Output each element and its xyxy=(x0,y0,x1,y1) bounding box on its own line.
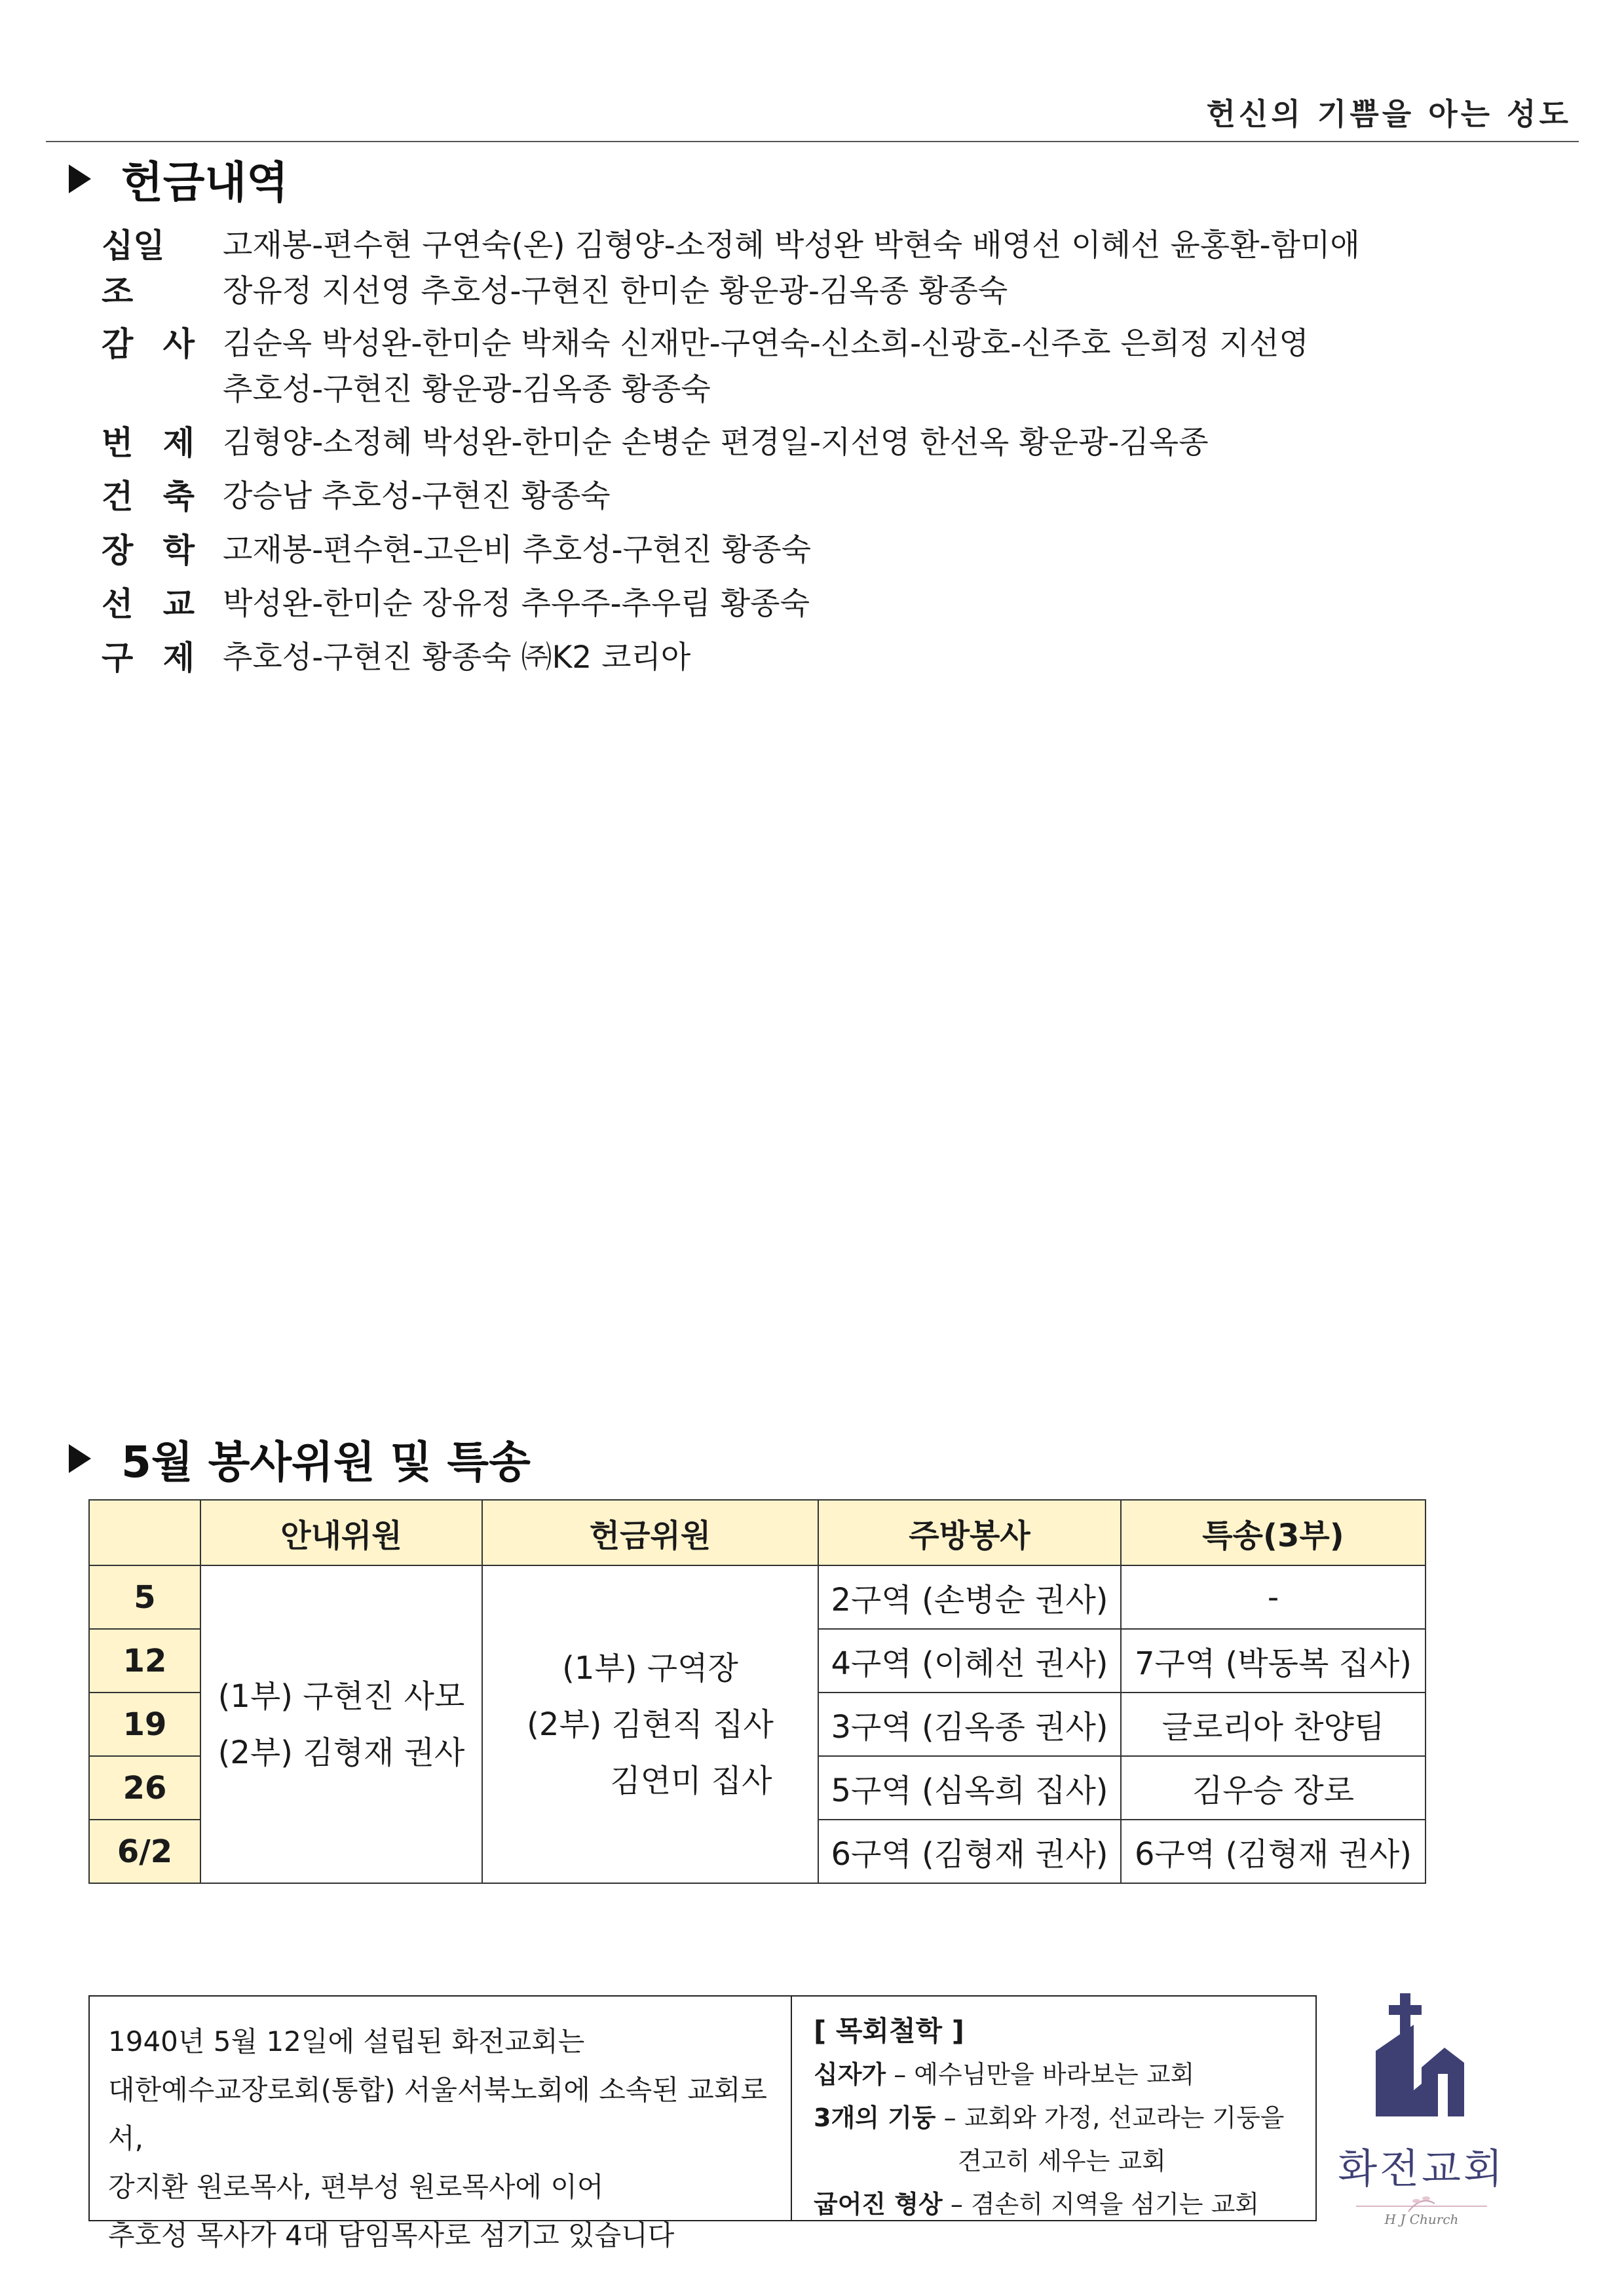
offering-line: 추호성-구현진 황종숙 ㈜K2 코리아 xyxy=(223,640,691,676)
offering-label-text: 교 xyxy=(162,585,195,623)
offering-committee-cell xyxy=(482,1565,818,1883)
offerings-title-text: 헌금내역 xyxy=(121,157,289,208)
philosophy-desc: – 예수님만을 바라보는 교회 xyxy=(894,2060,1195,2089)
offering-label xyxy=(102,635,195,681)
church-logo xyxy=(1330,1985,1513,2241)
special-cell: 글로리아 찬양팀 xyxy=(1121,1693,1426,1756)
service-title-text: 5월 봉사위원 및 특송 xyxy=(121,1437,531,1487)
offering-label-text: 제 xyxy=(162,639,195,677)
offering-committee-line: (2부) 김현직 집사 xyxy=(527,1706,774,1743)
philosophy-term: 굽어진 형상 xyxy=(814,2190,943,2219)
philosophy-desc: – 교회와 가정, 선교라는 기둥을 xyxy=(943,2103,1285,2132)
date-cell: 26 xyxy=(89,1756,200,1820)
church-history xyxy=(108,2018,783,2260)
philosophy-title: [ 목회철학 ] xyxy=(814,2015,964,2047)
philosophy-item xyxy=(814,2139,1298,2183)
offering-label xyxy=(102,223,195,315)
philosophy-item xyxy=(814,2096,1298,2139)
header-cell-kitchen: 주방봉사 xyxy=(818,1500,1121,1565)
history-line: 대한예수교장로회(통합) 서울서북노회에 소속된 교회로서, xyxy=(108,2074,767,2154)
kitchen-cell: 2구역 (손병순 권사) xyxy=(818,1565,1121,1629)
philosophy-term: 십자가 xyxy=(814,2060,886,2089)
offering-label-text: 제 xyxy=(162,424,195,462)
usher-line: (2부) 김형재 권사 xyxy=(217,1734,465,1771)
special-cell: 7구역 (박동복 집사) xyxy=(1121,1629,1426,1693)
offering-label xyxy=(102,420,195,466)
date-cell: 12 xyxy=(89,1629,200,1693)
offering-committee-line: (1부) 구역장 xyxy=(562,1649,738,1687)
offering-line: 김형양-소정혜 박성완-한미순 손병순 편경일-지선영 한선옥 황운광-김옥종 xyxy=(223,425,1209,461)
offering-names xyxy=(223,581,1402,627)
offering-label-text: 번 xyxy=(102,424,134,462)
header-cell-offering: 헌금위원 xyxy=(482,1500,818,1565)
offering-names xyxy=(223,527,1402,573)
offering-line: 고재봉-편수현-고은비 추호성-구현진 황종숙 xyxy=(223,532,811,568)
offering-committee-line: 김연미 집사 xyxy=(610,1762,772,1799)
philosophy-item xyxy=(814,2053,1298,2096)
service-title xyxy=(69,1427,531,1489)
offering-label xyxy=(102,527,195,573)
philosophy-desc: 견고히 세우는 교회 xyxy=(958,2147,1166,2175)
offering-label-text: 사 xyxy=(162,325,195,363)
header-cell-usher: 안내위원 xyxy=(200,1500,482,1565)
header-rule xyxy=(46,141,1579,142)
service-table xyxy=(88,1499,1426,1884)
date-cell: 5 xyxy=(89,1565,200,1629)
offerings-title xyxy=(69,147,288,210)
header-cell-special: 특송(3부) xyxy=(1121,1500,1426,1565)
header-motto: 헌신의 기쁨을 아는 성도 xyxy=(1206,96,1572,132)
history-line: 1940년 5월 12일에 설립된 화전교회는 xyxy=(108,2025,585,2057)
special-cell: 6구역 (김형재 권사) xyxy=(1121,1820,1426,1883)
kitchen-cell: 3구역 (김옥종 권사) xyxy=(818,1693,1121,1756)
offering-label-text: 십일조 xyxy=(102,227,165,311)
offering-label-text: 건 xyxy=(102,478,134,516)
offering-label xyxy=(102,321,195,367)
logo-subtitle: H J Church xyxy=(1384,2211,1459,2227)
offering-label-text: 감 xyxy=(102,325,134,363)
offering-line: 박성완-한미순 장유정 추우주-추우림 황종숙 xyxy=(223,586,810,622)
history-line: 추호성 목사가 4대 담임목사로 섬기고 있습니다 xyxy=(108,2219,675,2251)
logo-name: 화전교회 xyxy=(1338,2145,1505,2192)
offering-names xyxy=(223,223,1402,315)
table-row xyxy=(89,1565,1426,1629)
info-divider xyxy=(791,1997,792,2220)
triangle-bullet-icon xyxy=(69,164,91,193)
offering-label xyxy=(102,474,195,520)
ministry-philosophy xyxy=(814,2010,1298,2226)
offering-line: 강승남 추호성-구현진 황종숙 xyxy=(223,478,611,514)
offering-label-text: 장 xyxy=(102,531,134,569)
date-cell: 19 xyxy=(89,1693,200,1756)
offering-label-text: 학 xyxy=(162,531,195,569)
offering-label-text: 선 xyxy=(102,585,134,623)
triangle-bullet-icon xyxy=(69,1444,91,1473)
kitchen-cell: 5구역 (심옥희 집사) xyxy=(818,1756,1121,1820)
header-cell-date xyxy=(89,1500,200,1565)
usher-cell xyxy=(200,1565,482,1883)
kitchen-cell: 6구역 (김형재 권사) xyxy=(818,1820,1121,1883)
usher-line: (1부) 구현진 사모 xyxy=(217,1677,465,1715)
offering-names xyxy=(223,474,1402,520)
offering-line: 장유정 지선영 추호성-구현진 한미순 황운광-김옥종 황종숙 xyxy=(223,273,1008,309)
offering-label-text: 축 xyxy=(162,478,195,516)
offering-names xyxy=(223,635,1402,681)
offering-names xyxy=(223,321,1402,413)
offering-names xyxy=(223,420,1402,466)
special-cell: - xyxy=(1121,1565,1426,1629)
church-info-box xyxy=(88,1995,1317,2251)
table-header-row xyxy=(89,1500,1426,1565)
offering-line: 추호성-구현진 황운광-김옥종 황종숙 xyxy=(223,372,711,408)
philosophy-desc: – 겸손히 지역을 섬기는 교회 xyxy=(950,2190,1259,2219)
offering-label xyxy=(102,581,195,627)
history-line: 강지환 원로목사, 편부성 원로목사에 이어 xyxy=(108,2171,604,2203)
offering-label-text: 구 xyxy=(102,639,134,677)
special-cell: 김우승 장로 xyxy=(1121,1756,1426,1820)
offering-line: 고재봉-편수현 구연숙(온) 김형양-소정혜 박성완 박현숙 배영선 이혜선 윤홍환-함미애 xyxy=(223,227,1360,263)
philosophy-term: 3개의 기둥 xyxy=(814,2103,936,2132)
philosophy-item xyxy=(814,2183,1298,2226)
kitchen-cell: 4구역 (이혜선 권사) xyxy=(818,1629,1121,1693)
date-cell: 6/2 xyxy=(89,1820,200,1883)
cross-building-icon xyxy=(1330,1985,1513,2136)
offering-line: 김순옥 박성완-한미순 박채숙 신재만-구연숙-신소희-신광호-신주호 은희정 지선영 xyxy=(223,326,1309,362)
